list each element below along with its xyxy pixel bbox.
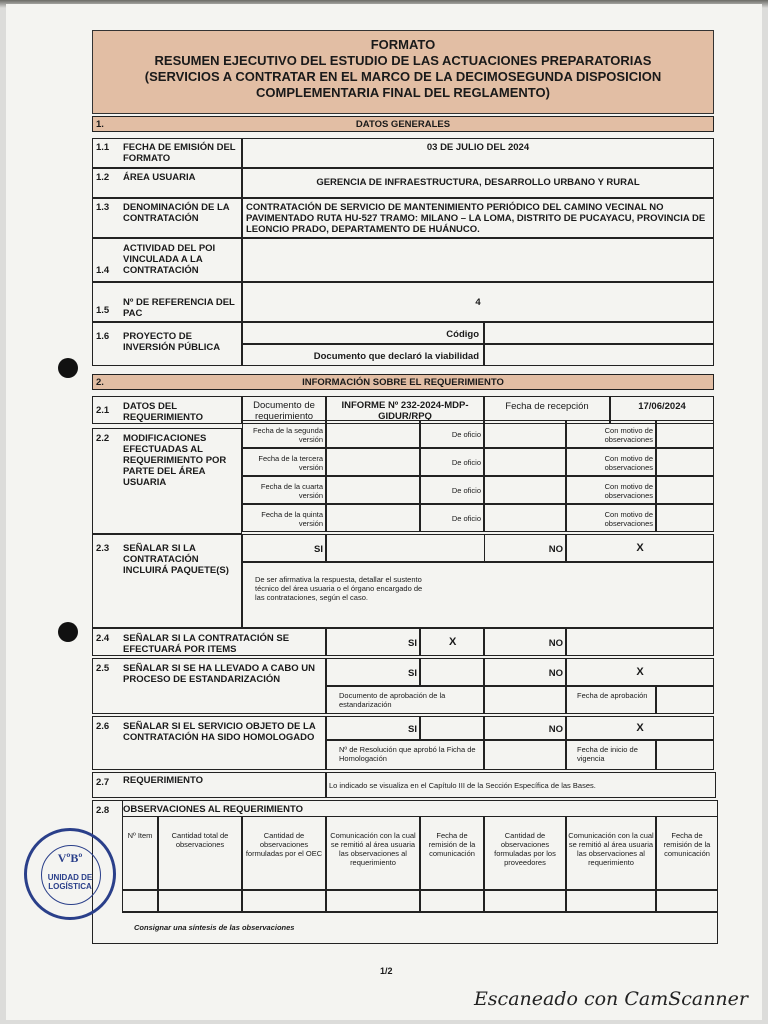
ex-officio-label-cell <box>420 448 484 476</box>
observations-reason-label: Con motivo de observaciones <box>604 454 653 472</box>
poi-activity-cell <box>242 238 714 282</box>
package-no-checkbox[interactable] <box>566 534 714 562</box>
pac-reference-cell <box>242 282 714 322</box>
homologation-no-checkbox[interactable] <box>566 716 714 740</box>
page-number: 1/2 <box>380 966 393 976</box>
version-date-label: Fecha de la quinta versión <box>261 510 323 528</box>
emission-date: 03 DE JULIO DEL 2024 <box>426 142 530 153</box>
row-number: 2.2 <box>96 433 110 444</box>
row-1-4-label-cell <box>92 238 242 282</box>
ex-officio-checkbox[interactable] <box>484 504 566 532</box>
items-si-label-cell <box>326 628 420 656</box>
user-area-cell <box>242 168 714 198</box>
observations-reason-checkbox[interactable] <box>656 448 714 476</box>
ex-officio-checkbox[interactable] <box>484 448 566 476</box>
homologation-doc-value-cell <box>484 740 566 770</box>
row-number: 2.4 <box>96 633 110 644</box>
no-mark: X <box>636 542 644 554</box>
standardization-doc-label: Documento de aprobación de la estandarización <box>339 691 446 709</box>
requirement-reference: Lo indicado se visualiza en el Capítulo III de la Sección Específica de las Bases. <box>329 781 596 790</box>
observations-reason-label: Con motivo de observaciones <box>604 482 653 500</box>
observations-data-cell[interactable] <box>242 890 326 912</box>
viability-doc-value-cell <box>484 344 714 366</box>
observations-reason-label: Con motivo de observaciones <box>604 426 653 444</box>
version-date-input[interactable] <box>326 420 420 448</box>
observations-reason-label-cell <box>566 504 656 532</box>
ex-officio-label: De oficio <box>451 430 481 439</box>
observations-column-header <box>242 816 326 890</box>
standardization-doc-value-cell <box>484 686 566 714</box>
header-line-1: FORMATO <box>370 37 436 52</box>
row-1-6-label-cell <box>92 322 242 366</box>
version-date-label: Fecha de la cuarta versión <box>260 482 323 500</box>
observations-reason-label-cell <box>566 420 656 448</box>
requirement-doc-number: INFORME Nº 232-2024-MDP-GIDUR/RPQ <box>341 400 469 422</box>
column-header-label: Cantidad de observaciones formuladas por el OEC <box>245 831 323 858</box>
no-mark: X <box>636 722 644 734</box>
standardization-no-checkbox[interactable] <box>566 658 714 686</box>
observations-column-header <box>420 816 484 890</box>
observations-data-cell[interactable] <box>420 890 484 912</box>
ex-officio-label-cell <box>420 476 484 504</box>
requirement-doc-label: Documento de requerimiento <box>253 400 315 422</box>
viability-doc-label-cell <box>242 344 484 366</box>
homologation-date-label-cell <box>566 740 656 770</box>
observations-reason-checkbox[interactable] <box>656 476 714 504</box>
version-date-label-cell <box>242 476 326 504</box>
section-title: DATOS GENERALES <box>355 119 451 130</box>
standardization-doc-label-cell <box>326 686 484 714</box>
si-label: SI <box>408 724 417 735</box>
column-header-label: Cantidad de observaciones formuladas por los proveedores <box>494 831 556 867</box>
homologation-date-label: Fecha de inicio de vigencia <box>577 745 638 763</box>
si-label: SI <box>408 668 417 679</box>
viability-doc-label: Documento que declaró la viabilidad <box>313 351 479 362</box>
row-1-5-label-cell <box>92 282 242 322</box>
no-mark: X <box>636 666 644 678</box>
row-2-4-label-cell <box>92 628 326 656</box>
items-no-checkbox[interactable] <box>566 628 714 656</box>
row-label: ÁREA USUARIA <box>123 172 196 183</box>
user-area: GERENCIA DE INFRAESTRUCTURA, DESARROLLO URBANO Y RURAL <box>316 177 640 188</box>
observations-column-header <box>566 816 656 890</box>
emission-date-cell <box>242 138 714 168</box>
row-label: FECHA DE EMISIÓN DEL FORMATO <box>123 142 236 164</box>
ex-officio-label: De oficio <box>451 458 481 467</box>
observations-data-cell[interactable] <box>158 890 242 912</box>
row-label: REQUERIMIENTO <box>123 775 204 786</box>
observations-reason-checkbox[interactable] <box>656 420 714 448</box>
column-header-label: Nº Item <box>127 831 153 840</box>
observations-data-cell[interactable] <box>656 890 718 912</box>
row-number: 1.3 <box>96 202 110 213</box>
standardization-date-label-cell <box>566 686 656 714</box>
header-line-2: RESUMEN EJECUTIVO DEL ESTUDIO DE LAS ACTUACIONES PREPARATORIAS <box>154 53 652 68</box>
row-number: 2.1 <box>96 405 110 416</box>
divider <box>122 912 718 913</box>
contract-name-cell <box>242 198 714 238</box>
scanner-watermark: Escaneado con CamScanner <box>473 988 748 1010</box>
row-label: DATOS DEL REQUERIMIENTO <box>123 401 204 423</box>
no-label: NO <box>548 724 563 735</box>
items-no-label-cell <box>484 628 566 656</box>
row-label: Nº DE REFERENCIA DEL PAC <box>123 297 235 319</box>
row-1-3-label-cell <box>92 198 242 238</box>
row-number: 1.2 <box>96 172 110 183</box>
observations-column-header <box>484 816 566 890</box>
row-label: DENOMINACIÓN DE LA CONTRATACIÓN <box>123 202 230 224</box>
header-line-4: COMPLEMENTARIA FINAL DEL REGLAMENTO) <box>256 85 550 100</box>
homologation-date-value-cell <box>656 740 714 770</box>
version-date-label: Fecha de la tercera versión <box>258 454 323 472</box>
observations-column-header <box>326 816 420 890</box>
project-code-label-cell <box>242 322 484 344</box>
column-header-label: Fecha de remisión de la comunicación <box>663 831 711 858</box>
package-no-label-cell <box>484 534 566 562</box>
observations-reason-checkbox[interactable] <box>656 504 714 532</box>
pac-reference: 4 <box>475 297 481 308</box>
items-si-checkbox[interactable] <box>420 628 484 656</box>
contract-name: CONTRATACIÓN DE SERVICIO DE MANTENIMIENTO PERIÓDICO DEL CAMINO VECINAL NO PAVIMENTADO RUTA HU-527 TRAMO: MILANO – LA LOMA, DISTRITO DE PUCAYACU, PROVINCIA DE LEONCIO PRADO, DEPARTAMENTO DE HUÁNUCO. <box>246 202 706 235</box>
row-number: 1.4 <box>96 265 110 276</box>
observations-data-cell[interactable] <box>566 890 656 912</box>
standardization-date-label: Fecha de aprobación <box>577 691 648 700</box>
project-code-value-cell <box>484 322 714 344</box>
row-label: SEÑALAR SI SE HA LLEVADO A CABO UN PROCESO DE ESTANDARIZACIÓN <box>123 663 315 685</box>
form-header <box>92 30 714 114</box>
observations-data-cell[interactable] <box>122 890 158 912</box>
homologation-si-label-cell <box>326 716 420 740</box>
standardization-no-label-cell <box>484 658 566 686</box>
package-justification-note: De ser afirmativa la respuesta, detallar el sustento técnico del área usuaria o el órgano encargado de las contrataciones, según el caso. <box>255 575 423 602</box>
ex-officio-label: De oficio <box>451 514 481 523</box>
requirement-reference-cell <box>326 772 716 798</box>
row-label: SEÑALAR SI EL SERVICIO OBJETO DE LA CONTRATACIÓN HA SIDO HOMOLOGADO <box>123 721 316 743</box>
observations-summary-note: Consignar una síntesis de las observaciones <box>134 923 295 932</box>
row-label: SEÑALAR SI LA CONTRATACIÓN INCLUIRÁ PAQUETE(S) <box>123 543 229 576</box>
homologation-no-label-cell <box>484 716 566 740</box>
column-header-label: Cantidad total de observaciones <box>171 831 229 849</box>
version-date-label-cell <box>242 448 326 476</box>
homologation-si-checkbox[interactable] <box>420 716 484 740</box>
row-label: ACTIVIDAD DEL POI VINCULADA A LA CONTRATACIÓN <box>123 243 216 276</box>
row-number: 2.8 <box>96 805 110 816</box>
row-number: 2.3 <box>96 543 110 554</box>
row-2-2-label-cell <box>92 428 242 534</box>
reception-date-label: Fecha de recepción <box>505 401 589 412</box>
observations-reason-label: Con motivo de observaciones <box>604 510 653 528</box>
observations-reason-label-cell <box>566 476 656 504</box>
row-number: 1.5 <box>96 305 110 316</box>
version-date-input[interactable] <box>326 476 420 504</box>
column-header-label: Fecha de remisión de la comunicación <box>428 831 476 858</box>
row-label: PROYECTO DE INVERSIÓN PÚBLICA <box>123 331 221 353</box>
row-2-3-label-cell <box>92 534 242 628</box>
column-header-label: Comunicación con la cual se remitió al área usuaria las observaciones al requerimiento <box>568 831 654 867</box>
si-label: SI <box>314 544 323 555</box>
observations-column-header <box>656 816 718 890</box>
row-1-2-label-cell <box>92 168 242 198</box>
row-number: 1.1 <box>96 142 110 153</box>
observations-data-cell[interactable] <box>326 890 420 912</box>
row-2-7-label-cell <box>92 772 326 798</box>
no-label: NO <box>548 638 563 649</box>
row-number: 2.6 <box>96 721 110 732</box>
ex-officio-checkbox[interactable] <box>484 476 566 504</box>
version-date-label-cell <box>242 420 326 448</box>
observations-column-header <box>122 816 158 890</box>
no-label: NO <box>548 668 563 679</box>
row-2-5-label-cell <box>92 658 326 714</box>
no-label: NO <box>548 544 563 555</box>
ex-officio-label-cell <box>420 504 484 532</box>
homologation-doc-label: Nº de Resolución que aprobó la Ficha de Homologación <box>339 745 476 763</box>
punch-hole <box>58 622 78 642</box>
row-1-1-label-cell <box>92 138 242 168</box>
stamp-vb-text: VºBº <box>57 851 83 865</box>
column-header-label: Comunicación con la cual se remitió al área usuaria las observaciones al requerimiento <box>330 831 416 867</box>
punch-hole <box>58 358 78 378</box>
row-label: SEÑALAR SI LA CONTRATACIÓN SE EFECTUARÁ POR ITEMS <box>123 633 290 655</box>
row-label: MODIFICACIONES EFECTUADAS AL REQUERIMIENTO POR PARTE DEL ÁREA USUARIA <box>123 433 227 488</box>
si-label: SI <box>408 638 417 649</box>
municipal-logistics-stamp <box>24 828 116 920</box>
version-date-label-cell <box>242 504 326 532</box>
version-date-label: Fecha de la segunda versión <box>252 426 323 444</box>
version-date-input[interactable] <box>326 448 420 476</box>
si-mark: X <box>449 636 457 648</box>
row-label: OBSERVACIONES AL REQUERIMIENTO <box>123 804 303 815</box>
section-1-header <box>92 116 714 132</box>
ex-officio-label: De oficio <box>451 486 481 495</box>
standardization-si-checkbox[interactable] <box>420 658 484 686</box>
section-number: 2. <box>96 377 104 388</box>
observations-reason-label-cell <box>566 448 656 476</box>
code-label: Código <box>446 329 479 340</box>
homologation-doc-label-cell <box>326 740 484 770</box>
row-number: 2.7 <box>96 777 110 788</box>
row-number: 1.6 <box>96 331 110 342</box>
package-justification-cell <box>242 562 714 628</box>
section-2-header <box>92 374 714 390</box>
version-date-input[interactable] <box>326 504 420 532</box>
package-si-label-cell <box>242 534 326 562</box>
row-number: 2.5 <box>96 663 110 674</box>
section-number: 1. <box>96 119 104 130</box>
ex-officio-checkbox[interactable] <box>484 420 566 448</box>
standardization-si-label-cell <box>326 658 420 686</box>
header-line-3: (SERVICIOS A CONTRATAR EN EL MARCO DE LA DECIMOSEGUNDA DISPOSICION <box>144 69 662 84</box>
ex-officio-label-cell <box>420 420 484 448</box>
section-title: INFORMACIÓN SOBRE EL REQUERIMIENTO <box>302 377 504 388</box>
stamp-unit-text: UNIDAD DE LOGÍSTICA <box>47 873 93 891</box>
standardization-date-value-cell <box>656 686 714 714</box>
observations-data-cell[interactable] <box>484 890 566 912</box>
reception-date: 17/06/2024 <box>638 401 686 412</box>
observations-column-header <box>158 816 242 890</box>
row-2-6-label-cell <box>92 716 326 770</box>
row-2-1-label-cell <box>92 396 242 424</box>
